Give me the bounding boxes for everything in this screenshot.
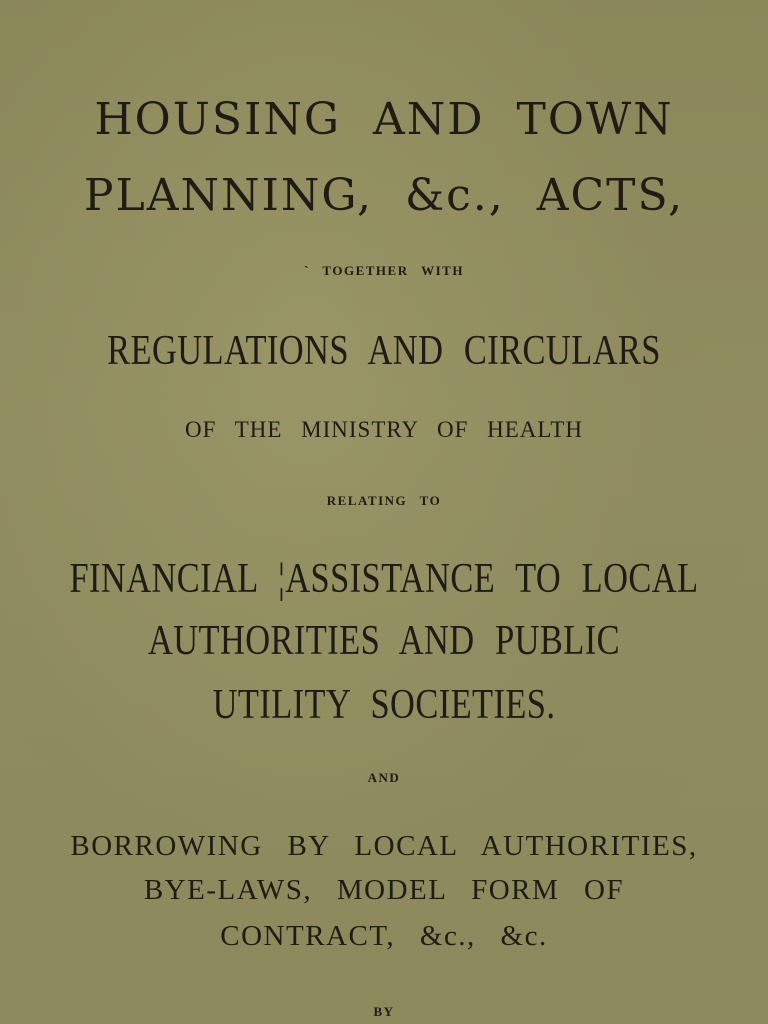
by-label: BY bbox=[373, 1004, 395, 1019]
regulations-heading: REGULATIONS AND CIRCULARS bbox=[107, 328, 661, 374]
together-with: ` TOGETHER WITH bbox=[304, 263, 464, 278]
relating-to: RELATING TO bbox=[326, 493, 442, 508]
and-label: AND bbox=[367, 770, 401, 785]
borrowing-line-1: BORROWING BY LOCAL AUTHORITIES, bbox=[70, 830, 698, 862]
ministry-line: OF THE MINISTRY OF HEALTH bbox=[184, 417, 583, 442]
borrowing-line-2: BYE-LAWS, MODEL FORM OF bbox=[143, 874, 625, 906]
financial-line-2: AUTHORITIES AND PUBLIC bbox=[147, 618, 621, 664]
title-line-1: HOUSING AND TOWN bbox=[94, 94, 674, 145]
financial-line-1: FINANCIAL ¦ASSISTANCE TO LOCAL bbox=[69, 556, 699, 602]
title-line-2: PLANNING, &c., ACTS, bbox=[83, 170, 685, 221]
financial-line-3: UTILITY SOCIETIES. bbox=[212, 682, 556, 728]
borrowing-line-3: CONTRACT, &c., &c. bbox=[220, 920, 548, 952]
